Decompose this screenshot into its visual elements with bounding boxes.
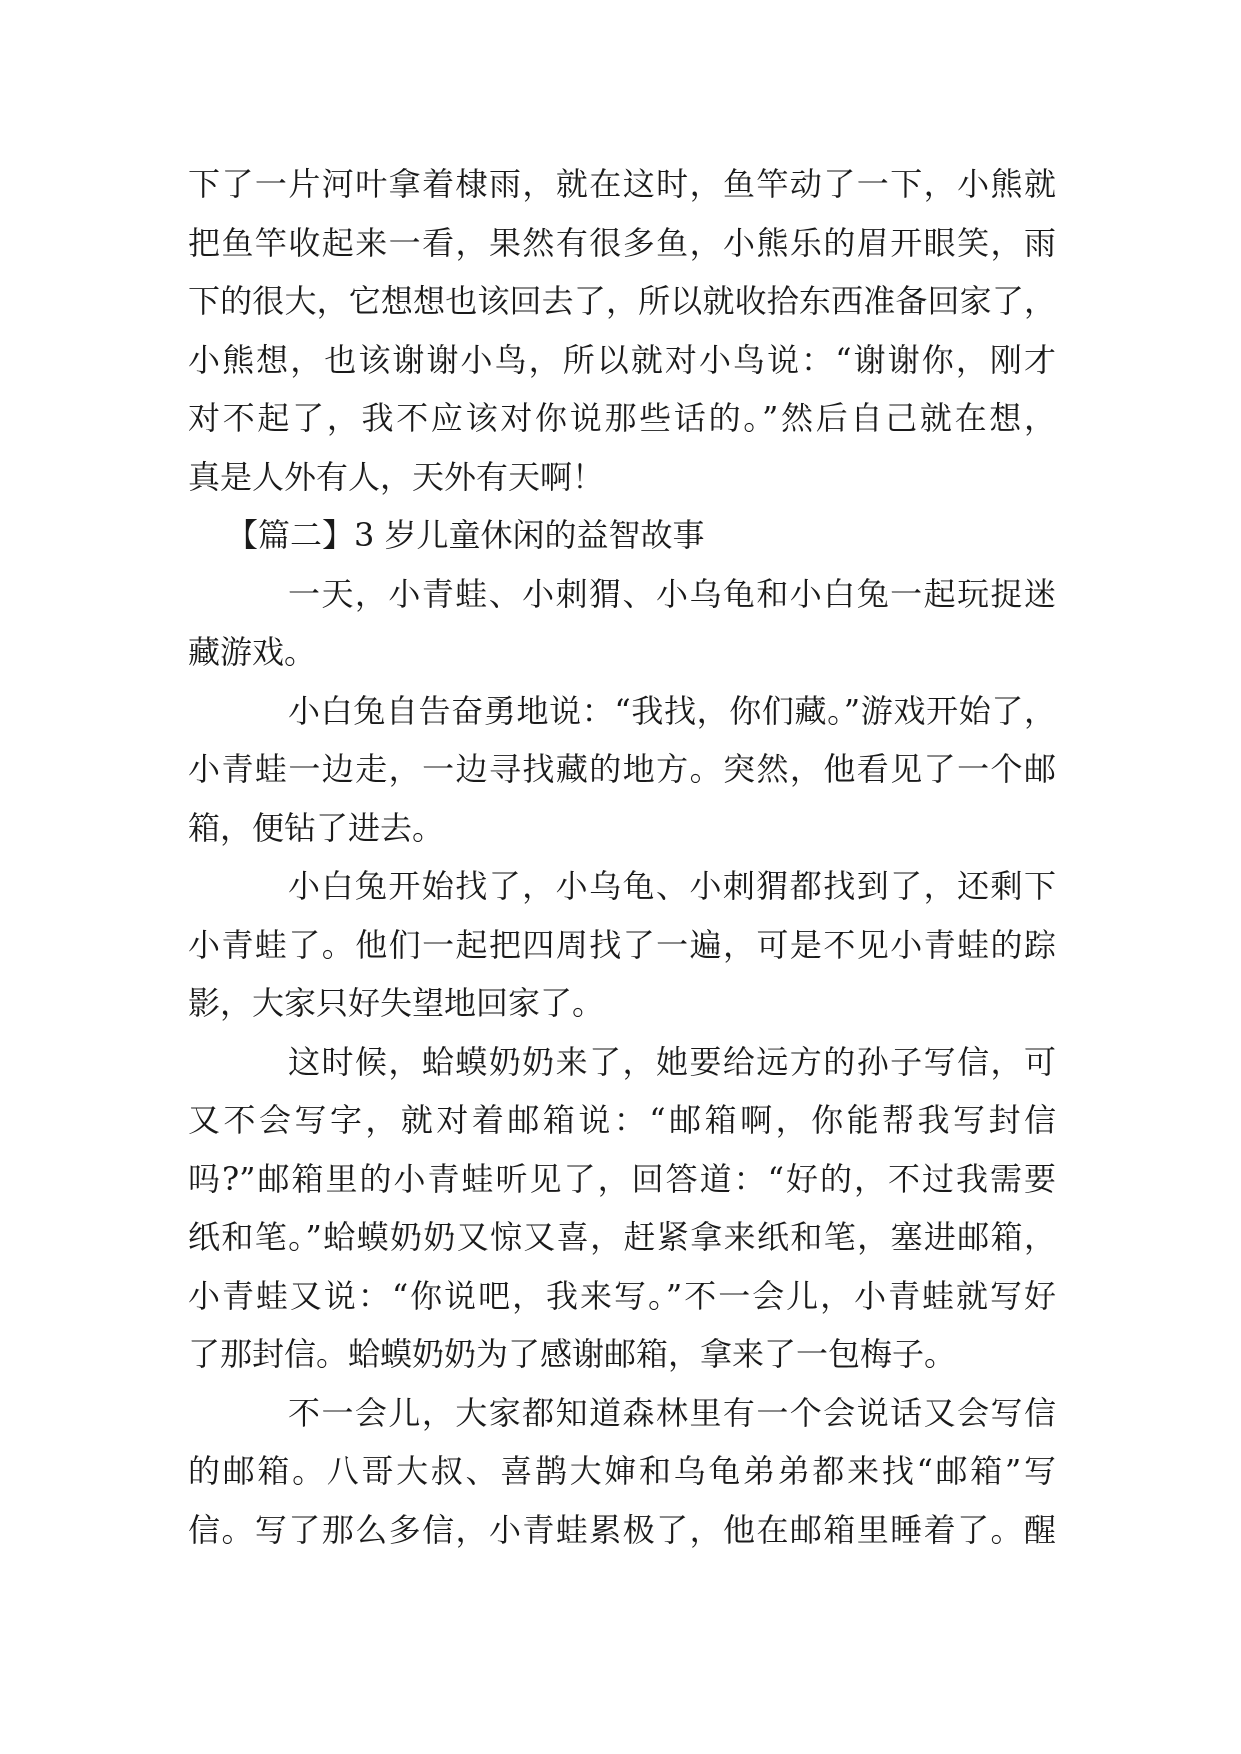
text-line: 下了一片河叶拿着棣雨，就在这时，鱼竿动了一下，小熊就 (188, 165, 1056, 203)
text-line: 了那封信。蛤蟆奶奶为了感谢邮箱，拿来了一包梅子。 (188, 1335, 957, 1373)
paragraph-start: 不一会儿，大家都知道森林里有一个会说话又会写信 (288, 1393, 1056, 1432)
text-line: 小青蛙了。他们一起把四周找了一遍，可是不见小青蛙的踪 (188, 925, 1056, 964)
paragraph-start: 小白兔开始找了，小乌龟、小刺猬都找到了，还剩下 (288, 867, 1056, 905)
text-line: 吗?”邮箱里的小青蛙听见了，回答道：“好的，不过我需要 (188, 1159, 1056, 1198)
text-line: 小青蛙又说：“你说吧，我来写。”不一会儿，小青蛙就写好 (188, 1276, 1056, 1315)
text-line: 影，大家只好失望地回家了。 (188, 984, 605, 1022)
text-line: 的邮箱。八哥大叔、喜鹊大婶和乌龟弟弟都来找“邮箱”写 (188, 1452, 1056, 1490)
paragraph-start: 这时候，蛤蟆奶奶来了，她要给远方的孙子写信，可 (288, 1042, 1056, 1081)
text-line: 藏游戏。 (188, 633, 317, 671)
text-line: 又不会写字，就对着邮箱说：“邮箱啊，你能帮我写封信 (188, 1101, 1056, 1139)
text-line: 对不起了，我不应该对你说那些话的。”然后自己就在想， (188, 399, 1056, 437)
section-heading: 【篇二】3 岁儿童休闲的益智故事 (226, 516, 705, 554)
text-line: 纸和笔。”蛤蟆奶奶又惊又喜，赶紧拿来纸和笔，塞进邮箱， (188, 1218, 1056, 1256)
text-line: 小熊想，也该谢谢小鸟，所以就对小鸟说：“谢谢你，刚才 (188, 340, 1056, 379)
paragraph-start: 小白兔自告奋勇地说：“我找，你们藏。”游戏开始了， (288, 691, 1056, 730)
text-line: 信。写了那么多信，小青蛙累极了，他在邮箱里睡着了。醒 (188, 1510, 1056, 1549)
text-line: 下的很大，它想想也该回去了，所以就收拾东西准备回家了， (188, 282, 1056, 320)
text-line: 箱，便钻了进去。 (188, 808, 445, 847)
text-line: 把鱼竿收起来一看，果然有很多鱼，小熊乐的眉开眼笑，雨 (188, 223, 1056, 262)
paragraph-start: 一天，小青蛙、小刺猬、小乌龟和小白兔一起玩捉迷 (288, 574, 1056, 613)
text-line: 真是人外有人，天外有天啊！ (188, 457, 605, 496)
story-text (188, 155, 1056, 1559)
text-line: 小青蛙一边走，一边寻找藏的地方。突然，他看见了一个邮 (188, 750, 1056, 788)
